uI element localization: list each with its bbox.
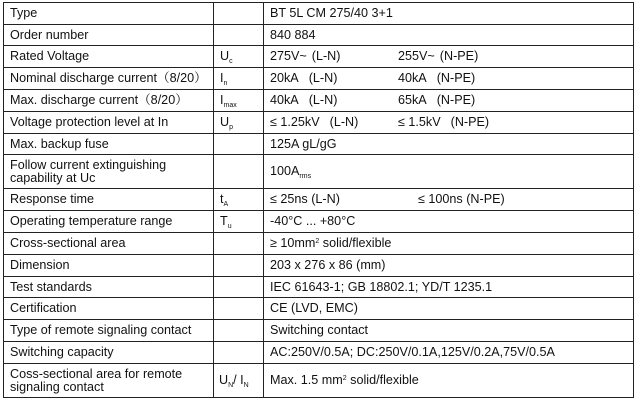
parameter-cell: Test standards (4, 277, 214, 298)
parameter-cell: Voltage protection level at In (4, 112, 214, 134)
value-cell: IEC 61643-1; GB 18802.1; YD/T 1235.1 (264, 277, 634, 298)
parameter-cell: Rated Voltage (4, 46, 214, 68)
value-cell: 125A gL/gG (264, 134, 634, 155)
table-row (4, 364, 634, 398)
symbol-subscript: u (227, 223, 232, 230)
value-cell: CE (LVD, EMC) (264, 298, 634, 320)
table-row (4, 46, 634, 68)
symbol-cell (214, 134, 264, 155)
parameter-cell: Response time (4, 189, 214, 211)
symbol: I (220, 93, 224, 107)
symbol-cell (214, 189, 264, 211)
value-cell (264, 189, 634, 211)
symbol-subscript: A (223, 201, 229, 208)
value-cell: 203 x 276 x 86 (mm) (264, 255, 634, 277)
symbol-cell (214, 320, 264, 342)
table-row (4, 90, 634, 112)
value-l-n: ≤ 25ns (L-N) (270, 192, 340, 206)
symbol-subscript: c (229, 58, 233, 65)
table-row (4, 233, 634, 255)
table-row (4, 277, 634, 298)
value-cell: -40°C ... +80°C (264, 211, 634, 233)
value-cell: BT 5L CM 275/40 3+1 (264, 3, 634, 25)
parameter-cell: Operating temperature range (4, 211, 214, 233)
value-cell: ≥ $10mm^2$ solid/flexible (264, 233, 634, 255)
table-row (4, 134, 634, 155)
symbol-cell (214, 25, 264, 46)
table-row (4, 68, 634, 90)
value-n-pe: 40kA (N-PE) (398, 71, 476, 85)
symbol: U (220, 49, 230, 63)
value-l-n: ≤ 1.25kV (L-N) (270, 115, 359, 129)
parameter-cell: Type of remote signaling contact (4, 320, 214, 342)
value-cell: 840 884 (264, 25, 634, 46)
specification-table (3, 2, 634, 398)
symbol-cell (214, 3, 264, 25)
value-n-pe: 255V~ (N-PE) (398, 49, 479, 63)
value-n-pe: 65kA (N-PE) (398, 93, 476, 107)
symbol-cell (214, 46, 264, 68)
table-row (4, 211, 634, 233)
parameter-cell: Certification (4, 298, 214, 320)
parameter-cell: Max. discharge current（8/20） (4, 90, 214, 112)
parameter-cell: Dimension (4, 255, 214, 277)
symbol-second-subscript: N (243, 382, 249, 389)
symbol-cell (214, 298, 264, 320)
parameter-cell: Follow current extinguishing capability at Uc (4, 155, 214, 189)
parameter-cell: Cross-sectional area (4, 233, 214, 255)
symbol-subscript: p (229, 124, 234, 131)
table-row (4, 189, 634, 211)
table-row (4, 155, 634, 189)
parameter-cell: Type (4, 3, 214, 25)
symbol-cell (214, 155, 264, 189)
table-row (4, 112, 634, 134)
symbol-cell (214, 233, 264, 255)
symbol: U (220, 115, 230, 129)
value-cell (264, 68, 634, 90)
value-superscript: 2 (315, 238, 320, 245)
value-cell: Switching contact (264, 320, 634, 342)
parameter-cell: Order number (4, 25, 214, 46)
value-l-n: 20kA (L-N) (270, 71, 338, 85)
table-row (4, 320, 634, 342)
symbol-cell (214, 68, 264, 90)
value-cell (264, 46, 634, 68)
symbol-subscript: N (228, 382, 234, 389)
value-cell (264, 90, 634, 112)
parameter-cell: Switching capacity (4, 342, 214, 364)
symbol-cell (214, 255, 264, 277)
value-l-n: 40kA (L-N) (270, 93, 338, 107)
symbol: U (219, 373, 229, 387)
symbol-cell (214, 90, 264, 112)
symbol: t (220, 192, 224, 206)
table-row (4, 255, 634, 277)
symbol: T (220, 214, 228, 228)
table-row (4, 298, 634, 320)
value-cell (264, 112, 634, 134)
value-subscript: rms (299, 173, 312, 180)
value-cell: AC:250V/0.5A; DC:250V/0.1A,125V/0.2A,75V/0.5A (264, 342, 634, 364)
symbol-subscript: n (223, 80, 228, 87)
parameter-cell: Max. backup fuse (4, 134, 214, 155)
value-n-pe: ≤ 100ns (N-PE) (418, 192, 505, 206)
parameter-cell: Coss-sectional area for remote signaling contact (4, 364, 214, 398)
symbol-subscript: max (223, 102, 237, 109)
table-row (4, 3, 634, 25)
symbol-second: / I (233, 373, 244, 387)
value-superscript: 2 (342, 375, 347, 382)
value-n-pe: ≤ 1.5kV (N-PE) (398, 115, 490, 129)
symbol: I (220, 71, 224, 85)
symbol-cell (214, 277, 264, 298)
symbol-cell (214, 364, 264, 398)
parameter-cell: Nominal discharge current（8/20） (4, 68, 214, 90)
value-l-n: 275V~ (L-N) (270, 49, 341, 63)
table-row (4, 342, 634, 364)
value-cell: Max. 1.5 $mm^2$ solid/flexible (264, 364, 634, 398)
symbol-cell (214, 112, 264, 134)
table-row (4, 25, 634, 46)
value-cell: $100A_{rms}$ (264, 155, 634, 189)
symbol-cell (214, 211, 264, 233)
symbol-cell (214, 342, 264, 364)
